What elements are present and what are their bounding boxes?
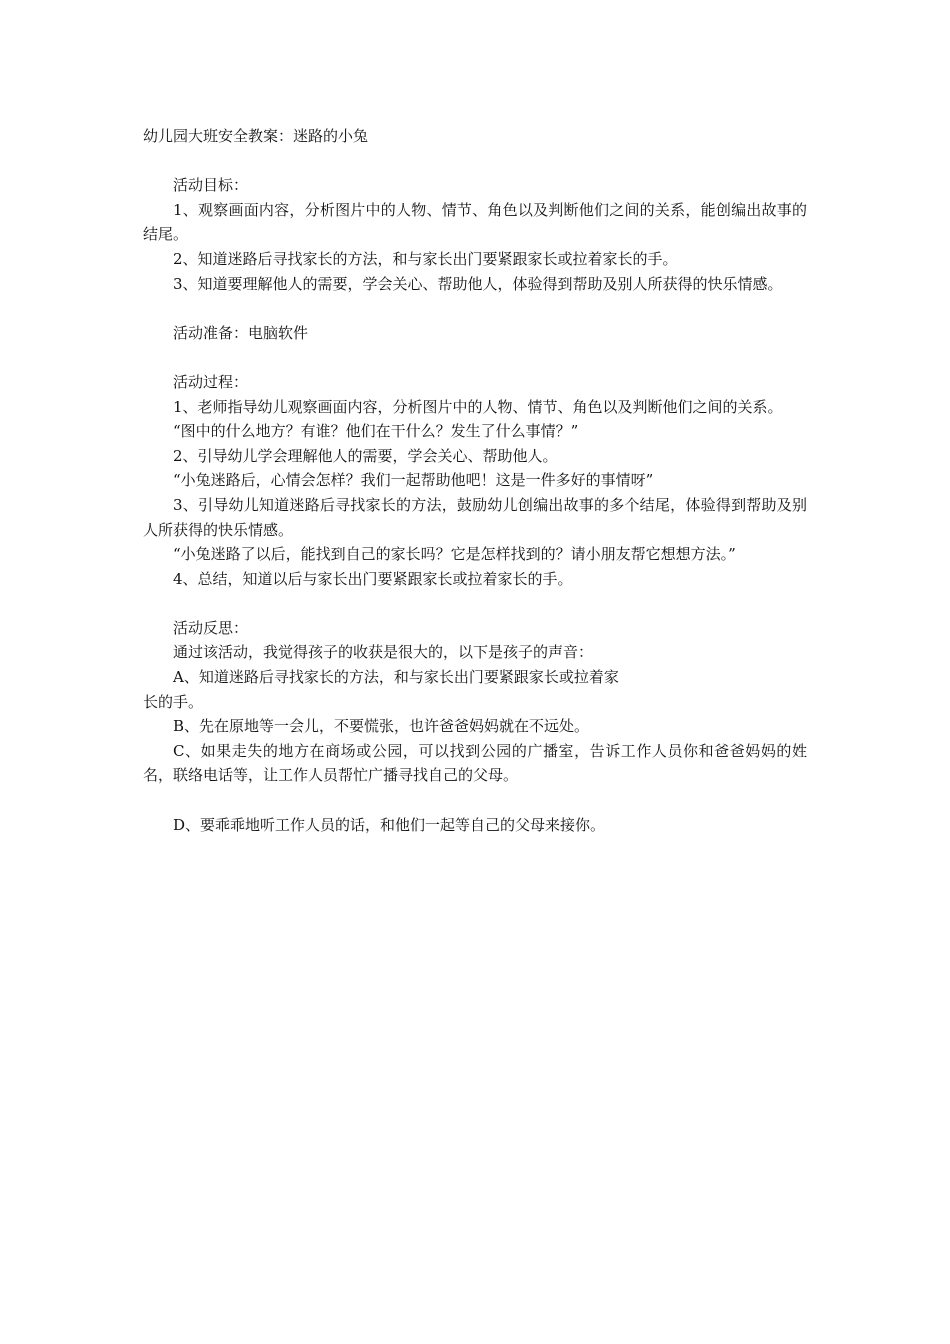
spacer: [143, 788, 807, 813]
process-item-4: 4、总结，知道以后与家长出门要紧跟家长或拉着家长的手。: [173, 569, 573, 588]
process-quote-1: “图中的什么地方？有谁？他们在干什么？发生了什么事情？”: [173, 422, 579, 441]
reflection-item-b: B、先在原地等一会儿，不要慌张，也许爸爸妈妈就在不远处。: [173, 717, 590, 736]
process-quote-3: “小兔迷路了以后，能找到自己的家长吗？它是怎样找到的？请小朋友帮它想想方法。”: [173, 545, 736, 564]
goal-item-1: 1、观察画面内容，分析图片中的人物、情节、角色以及判断他们之间的关系，能创编出故事的结尾。: [143, 200, 807, 244]
goal-item-2: 2、知道迷路后寻找家长的方法，和与家长出门要紧跟家长或拉着家长的手。: [173, 249, 678, 268]
spacer: [143, 345, 807, 370]
reflection-heading: 活动反思：: [173, 618, 249, 637]
spacer: [143, 591, 807, 616]
reflection-item-a-line1: A、知道迷路后寻找家长的方法，和与家长出门要紧跟家长或拉着家: [173, 668, 619, 687]
process-item-3: 3、引导幼儿知道迷路后寻找家长的方法，鼓励幼儿创编出故事的多个结尾，体验得到帮助及别人所获得的快乐情感。: [143, 495, 807, 539]
process-item-1: 1、老师指导幼儿观察画面内容，分析图片中的人物、情节、角色以及判断他们之间的关系。: [173, 397, 783, 416]
reflection-item-a-line2: 长的手。: [143, 692, 204, 711]
process-item-2: 2、引导幼儿学会理解他人的需要，学会关心、帮助他人。: [173, 446, 558, 465]
process-heading: 活动过程：: [173, 372, 249, 391]
preparation-line: 活动准备：电脑软件: [173, 323, 309, 342]
reflection-item-d: D、要乖乖地听工作人员的话，和他们一起等自己的父母来接你。: [173, 815, 606, 834]
spacer: [143, 149, 807, 174]
document-body: [143, 124, 807, 837]
reflection-item-c: C、如果走失的地方在商场或公园，可以找到公园的广播室，告诉工作人员你和爸爸妈妈的姓名，联络电话等，让工作人员帮忙广播寻找自己的父母。: [143, 741, 807, 785]
spacer: [143, 296, 807, 321]
document-title: 幼儿园大班安全教案：迷路的小兔: [143, 127, 369, 145]
goals-heading: 活动目标：: [173, 176, 249, 195]
goal-item-3: 3、知道要理解他人的需要，学会关心、帮助他人，体验得到帮助及别人所获得的快乐情感。: [173, 274, 783, 293]
reflection-intro: 通过该活动，我觉得孩子的收获是很大的，以下是孩子的声音：: [173, 643, 594, 662]
process-quote-2: “小兔迷路后，心情会怎样？我们一起帮助他吧！这是一件多好的事情呀”: [173, 471, 654, 490]
